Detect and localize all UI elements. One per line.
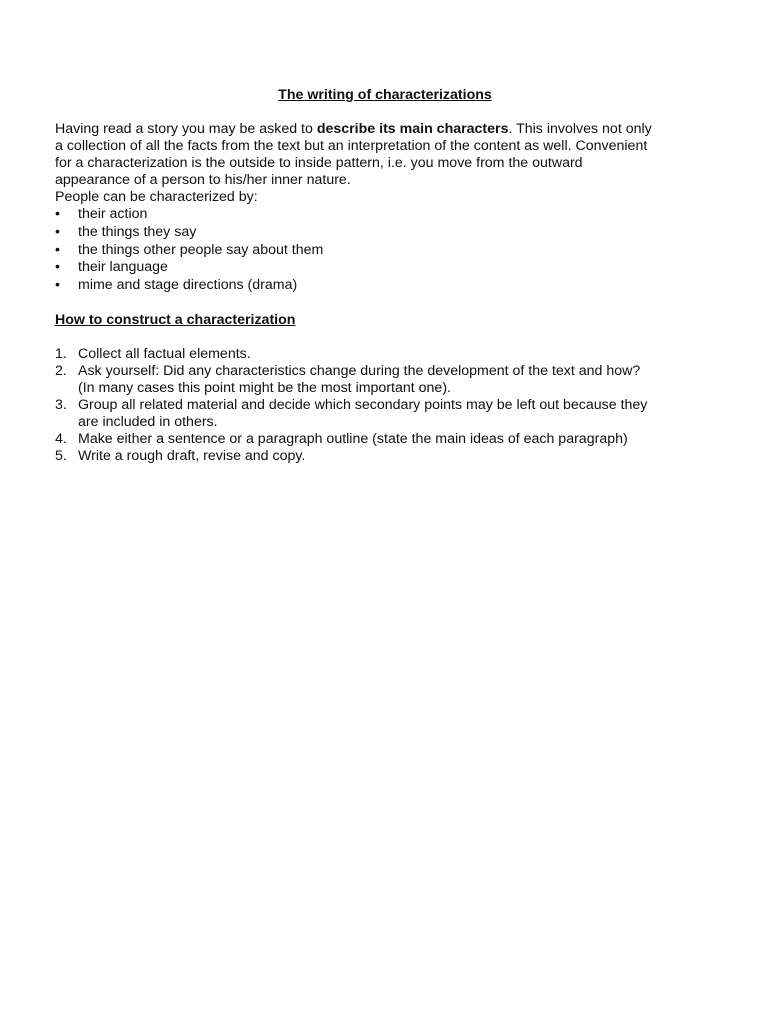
intro-text-end: . This involves not only: [508, 121, 652, 137]
step-number: 3.: [55, 396, 67, 413]
step-text-continued: (In many cases this point might be the most important one).: [78, 379, 451, 396]
list-item-text: their action: [78, 206, 148, 222]
list-item: [55, 397, 715, 431]
intro-bold-phrase: describe its main characters: [316, 121, 509, 137]
list-item: [55, 431, 715, 448]
intro-line-1: [55, 121, 715, 138]
list-item: [55, 448, 715, 465]
step-text: Group all related material and decide which secondary points may be left out because they: [78, 396, 648, 413]
step-text-continued: are included in others.: [78, 413, 218, 430]
document-title: The writing of characterizations: [278, 87, 492, 103]
lead-in-text: People can be characterized by:: [55, 189, 258, 205]
steps-numbered-list: [55, 346, 715, 465]
step-number: 4.: [55, 430, 67, 447]
bullet-icon: •: [55, 223, 60, 240]
list-item-text: their language: [78, 259, 168, 276]
list-item: [55, 224, 715, 242]
intro-paragraph: [55, 121, 715, 206]
intro-line-2: a collection of all the facts from the text but an interpretation of the content as well. Convenient: [55, 138, 648, 154]
list-item: [55, 259, 715, 277]
characterization-bullet-list: [55, 206, 715, 295]
list-item-text: the things they say: [78, 223, 197, 240]
step-text: Ask yourself: Did any characteristics change during the development of the text and how?: [78, 362, 641, 379]
step-text: Collect all factual elements.: [78, 345, 251, 362]
intro-line-4: appearance of a person to his/her inner nature.: [55, 172, 351, 188]
step-text: Make either a sentence or a paragraph outline (state the main ideas of each paragraph): [78, 430, 628, 447]
step-number: 1.: [55, 345, 67, 362]
bullet-icon: •: [55, 259, 60, 276]
list-item: [55, 346, 715, 363]
intro-line-3: for a characterization is the outside to inside pattern, i.e. you move from the outward: [55, 155, 583, 171]
step-number: 5.: [55, 447, 67, 464]
section-heading: How to construct a characterization: [55, 311, 296, 328]
intro-text-start: Having read a story you may be asked to: [55, 121, 317, 137]
step-number: 2.: [55, 362, 67, 379]
step-text: Write a rough draft, revise and copy.: [78, 447, 306, 464]
document-page: [55, 87, 715, 465]
list-item-text: the things other people say about them: [78, 241, 324, 258]
list-item: [55, 206, 715, 224]
bullet-icon: •: [55, 277, 60, 294]
bullet-icon: •: [55, 206, 60, 222]
list-item: [55, 277, 715, 295]
list-item: [55, 242, 715, 260]
bullet-icon: •: [55, 241, 60, 258]
list-item-text: mime and stage directions (drama): [78, 277, 298, 294]
list-item: [55, 363, 715, 397]
